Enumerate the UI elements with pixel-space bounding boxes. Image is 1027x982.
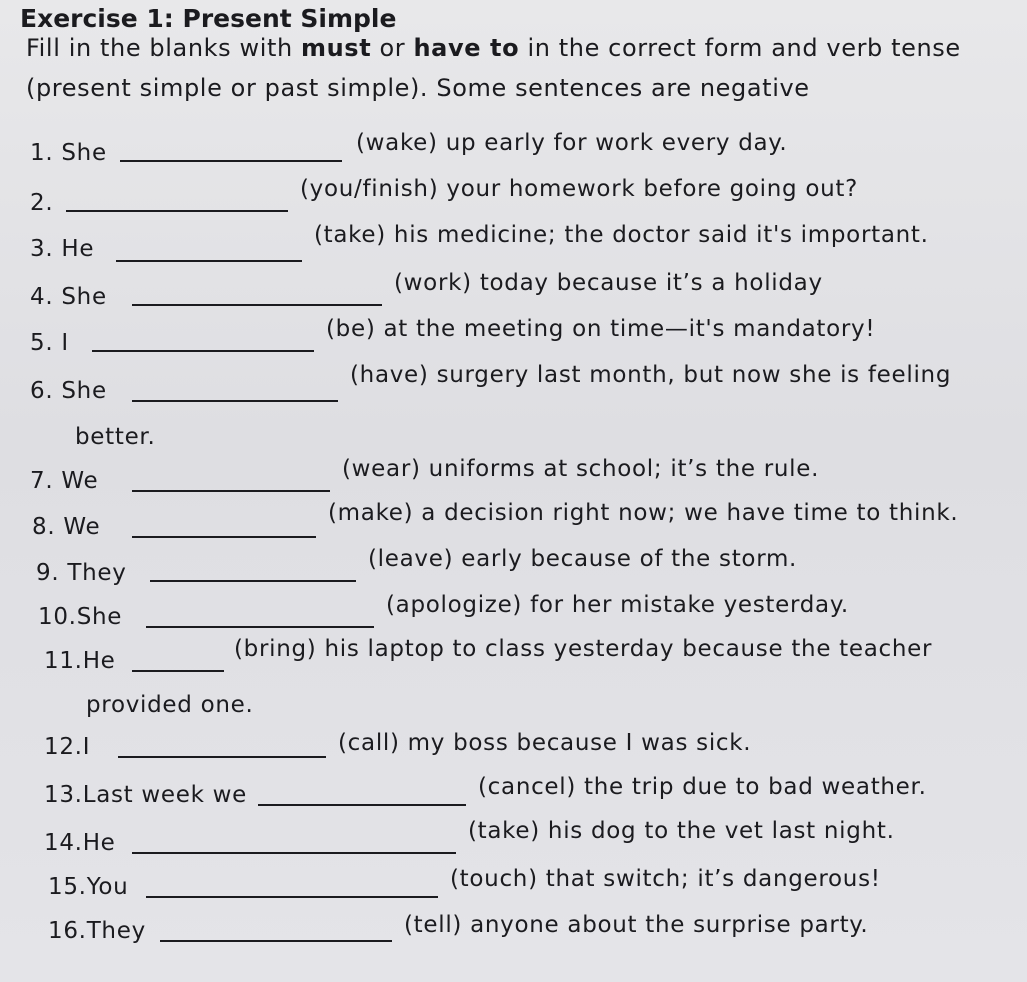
item-rest-2: (you/finish) your homework before going out? (300, 176, 859, 202)
item-subject: He (82, 648, 116, 674)
answer-blank-6[interactable] (132, 380, 338, 402)
answer-blank-4[interactable] (132, 284, 382, 306)
item-number: 15. (48, 874, 87, 900)
item-subject: We (63, 514, 101, 540)
exercise-item-15 (48, 874, 128, 900)
item-rest-11: (bring) his laptop to class yesterday because the teacher (234, 636, 933, 662)
keyword-must: must (301, 34, 372, 62)
item-rest-5: (be) at the meeting on time—it's mandatory! (326, 316, 876, 342)
item-subject: They (67, 560, 127, 586)
exercise-item-10 (38, 604, 122, 630)
item-number: 11. (44, 648, 83, 674)
answer-blank-5[interactable] (92, 330, 314, 352)
item-rest-4: (work) today because it’s a holiday (394, 270, 823, 296)
item-number: 9. (36, 560, 60, 586)
item-number: 13. (44, 782, 83, 808)
exercise-item-8 (32, 514, 100, 540)
exercise-item-5 (30, 330, 69, 356)
item-number: 4. (30, 284, 54, 310)
item-number: 12. (44, 734, 83, 760)
item-subject: They (86, 918, 146, 944)
item-rest-13: (cancel) the trip due to bad weather. (478, 774, 927, 800)
item-rest-1: (wake) up early for work every day. (356, 130, 788, 156)
answer-blank-14[interactable] (132, 832, 456, 854)
exercise-item-6 (30, 378, 107, 404)
exercise-item-14 (44, 830, 116, 856)
answer-blank-12[interactable] (118, 736, 326, 758)
exercise-item-13 (44, 782, 247, 808)
item-rest-12: (call) my boss because I was sick. (338, 730, 752, 756)
answer-blank-8[interactable] (132, 516, 316, 538)
item-number: 14. (44, 830, 83, 856)
exercise-item-9 (36, 560, 127, 586)
item-subject: We (61, 468, 99, 494)
answer-blank-10[interactable] (146, 606, 374, 628)
exercise-item-4 (30, 284, 107, 310)
item-subject: He (82, 830, 116, 856)
item-number: 3. (30, 236, 54, 262)
item-rest-8: (make) a decision right now; we have time to think. (328, 500, 959, 526)
item-number: 5. (30, 330, 54, 356)
exercise-item-11 (44, 648, 116, 674)
answer-blank-9[interactable] (150, 560, 356, 582)
item-subject: He (61, 236, 95, 262)
item-subject: I (61, 330, 69, 356)
item-number: 2. (30, 190, 54, 216)
instructions (26, 28, 986, 108)
item-rest-7: (wear) uniforms at school; it’s the rule. (342, 456, 820, 482)
item-continuation-6: better. (75, 424, 156, 450)
item-rest-15: (touch) that switch; it’s dangerous! (450, 866, 881, 892)
exercise-item-12 (44, 734, 90, 760)
answer-blank-2[interactable] (66, 190, 288, 212)
item-number: 1. (30, 140, 54, 166)
answer-blank-3[interactable] (116, 240, 302, 262)
item-rest-3: (take) his medicine; the doctor said it's important. (314, 222, 929, 248)
exercise-title: Exercise 1: Present Simple (20, 4, 397, 33)
item-subject: Last week we (82, 782, 248, 808)
item-rest-6: (have) surgery last month, but now she is feeling (350, 362, 952, 388)
instructions-part2: or (371, 34, 414, 62)
item-number: 10. (38, 604, 77, 630)
item-number: 7. (30, 468, 54, 494)
item-subject: She (61, 378, 107, 404)
answer-blank-1[interactable] (120, 140, 342, 162)
item-rest-16: (tell) anyone about the surprise party. (404, 912, 869, 938)
keyword-have-to: have to (413, 34, 520, 62)
item-subject: She (61, 140, 107, 166)
answer-blank-16[interactable] (160, 920, 392, 942)
exercise-item-16 (48, 918, 146, 944)
answer-blank-13[interactable] (258, 784, 466, 806)
item-number: 8. (32, 514, 56, 540)
exercise-item-7 (30, 468, 98, 494)
item-subject: I (82, 734, 91, 760)
answer-blank-7[interactable] (132, 470, 330, 492)
exercise-item-2 (30, 190, 53, 216)
item-continuation-11: provided one. (86, 692, 254, 718)
item-subject: You (86, 874, 129, 900)
exercise-item-3 (30, 236, 94, 262)
item-rest-14: (take) his dog to the vet last night. (468, 818, 895, 844)
instructions-part3: in the correct form and verb tense (present simple or past simple). Some sentences are negative (26, 34, 961, 102)
answer-blank-15[interactable] (146, 876, 438, 898)
item-rest-10: (apologize) for her mistake yesterday. (386, 592, 849, 618)
answer-blank-11[interactable] (132, 650, 224, 672)
item-number: 6. (30, 378, 54, 404)
item-rest-9: (leave) early because of the storm. (368, 546, 798, 572)
exercise-item-1 (30, 140, 107, 166)
item-subject: She (76, 604, 123, 630)
instructions-part1: Fill in the blanks with (26, 34, 302, 62)
item-subject: She (61, 284, 107, 310)
item-number: 16. (48, 918, 87, 944)
